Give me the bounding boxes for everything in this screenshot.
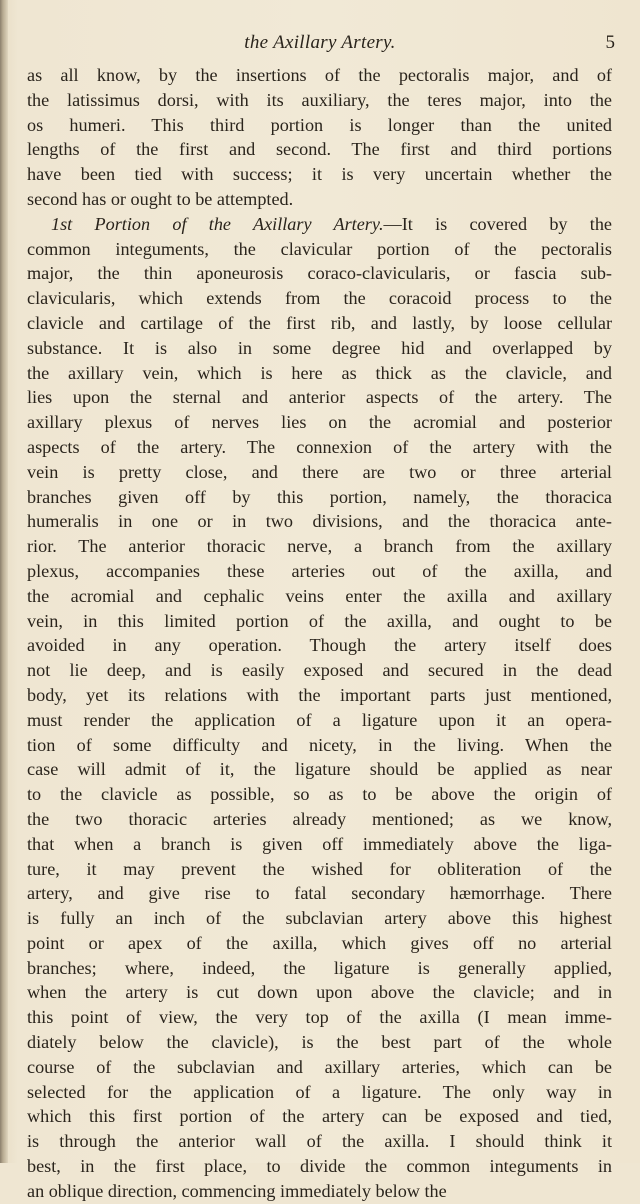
text-line: the axillary vein, which is here as thick as the clavicle, and [27, 362, 612, 383]
text-line: avoided in any operation. Though the artery itself does [27, 635, 612, 656]
text-line: an oblique direction, commencing immediately below the [27, 1180, 447, 1201]
text-line: vein, in this limited portion of the axilla, and ought to be [27, 610, 612, 631]
text-line: have been tied with success; it is very uncertain whether the [27, 164, 612, 185]
section-heading: Portion of the Axillary Artery. [72, 213, 384, 234]
text-line: second has or ought to be attempted. [27, 188, 294, 209]
text-line: not lie deep, and is easily exposed and secured in the dead [27, 660, 612, 681]
text-line: when the artery is cut down upon above the clavicle; and in [27, 982, 612, 1003]
text-line: vein is pretty close, and there are two or three arterial [27, 461, 612, 482]
body-text [27, 63, 612, 1204]
text-line: which this first portion of the artery can be exposed and tied, [27, 1106, 612, 1127]
text-line: point or apex of the axilla, which gives off no arterial [27, 932, 612, 953]
text-line: major, the thin aponeurosis coraco-clavicularis, or fascia sub- [27, 263, 612, 284]
text-line: lies upon the sternal and anterior aspects of the artery. The [27, 387, 612, 408]
text-line: clavicularis, which extends from the coracoid process to the [27, 288, 612, 309]
text-line: plexus, accompanies these arteries out of the axilla, and [27, 560, 612, 581]
text-line: artery, and give rise to fatal secondary hæmorrhage. There [27, 883, 612, 904]
text-line: lengths of the first and second. The first and third portions [27, 139, 612, 160]
text-line: best, in the first place, to divide the common integuments in [27, 1156, 612, 1177]
text-line: that when a branch is given off immediately above the liga- [27, 833, 612, 854]
section-heading-text: —It is covered by the [383, 213, 613, 234]
text-line: aspects of the artery. The connexion of the artery with the [27, 436, 612, 457]
text-line: branches; where, indeed, the ligature is generally applied, [27, 957, 612, 978]
page-gutter-shadow [0, 0, 8, 1163]
text-line: as all know, by the insertions of the pectoralis major, and of [27, 65, 612, 85]
text-line: branches given off by this portion, namely, the thoracica [27, 486, 612, 507]
running-title: the Axillary Artery. [244, 32, 396, 53]
text-line: ture, it may prevent the wished for obliteration of the [27, 858, 612, 879]
text-line: selected for the application of a ligature. The only way in [27, 1081, 612, 1102]
text-line: the acromial and cephalic veins enter the axilla and axillary [27, 585, 612, 606]
text-line: course of the subclavian and axillary arteries, which can be [27, 1056, 612, 1077]
section-heading-line [27, 212, 612, 237]
text-line: this point of view, the very top of the axilla (I mean imme- [27, 1007, 612, 1028]
text-line: the latissimus dorsi, with its auxiliary, the teres major, into the [27, 89, 612, 110]
text-line: must render the application of a ligature upon it an opera- [27, 709, 612, 730]
text-line: common integuments, the clavicular portion of the pectoralis [27, 238, 612, 259]
text-line: the two thoracic arteries already mentioned; as we know, [27, 808, 612, 829]
text-line: humeralis in one or in two divisions, and the thoracica ante- [27, 511, 612, 532]
text-line: substance. It is also in some degree hid and overlapped by [27, 337, 612, 358]
text-line: is fully an inch of the subclavian artery above this highest [27, 908, 612, 929]
running-head [0, 32, 640, 58]
text-line: os humeri. This third portion is longer than the united [27, 114, 612, 135]
text-line: diately below the clavicle), is the best part of the whole [27, 1032, 612, 1053]
text-line: axillary plexus of nerves lies on the acromial and posterior [27, 412, 612, 433]
page-number: 5 [605, 32, 615, 53]
text-line: rior. The anterior thoracic nerve, a branch from the axillary [27, 536, 612, 557]
text-line: case will admit of it, the ligature should be applied as near [27, 759, 612, 780]
text-line: is through the anterior wall of the axilla. I should think it [27, 1131, 612, 1152]
text-line: clavicle and cartilage of the first rib, and lastly, by loose cellular [27, 312, 612, 333]
section-ordinal: 1st [51, 213, 73, 234]
text-line: body, yet its relations with the important parts just mentioned, [27, 684, 612, 705]
text-line: to the clavicle as possible, so as to be above the origin of [27, 784, 612, 805]
text-line: tion of some difficulty and nicety, in the living. When the [27, 734, 612, 755]
